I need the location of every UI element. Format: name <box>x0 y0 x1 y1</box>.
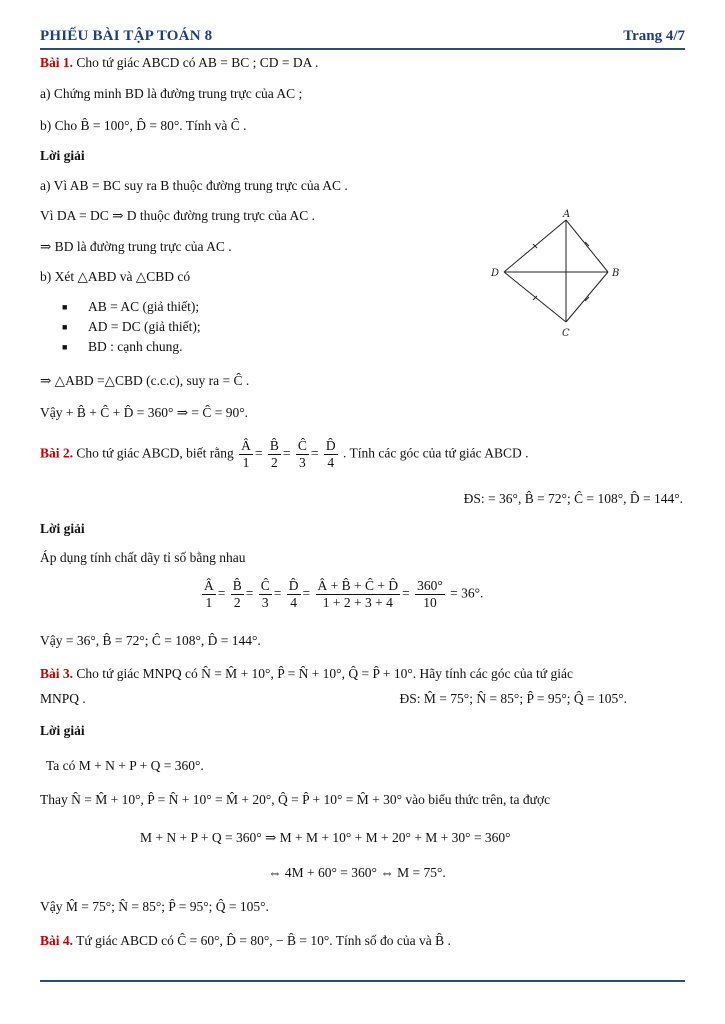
edge-bc <box>566 272 608 322</box>
fraction: $\frac{B̂}{2}$ <box>269 438 279 470</box>
bai2-solution-heading: Lời giải <box>40 521 85 536</box>
vertex-label-d: D <box>491 268 500 279</box>
bai1-text: Cho tứ giác ABCD có AB = BC ; CD = DA . <box>76 55 319 70</box>
bai3-solution-heading: Lời giải <box>40 723 85 738</box>
bai1-statement <box>40 54 318 72</box>
bai3-text-cont: MNPQ . <box>40 691 86 706</box>
bai2-label: Bài 2. <box>40 445 74 461</box>
bai1-step-5: ⇒ △ABD =△CBD (c.c.c), suy ra = Ĉ . <box>40 373 250 388</box>
bai3-step-2: Thay N̂ = M̂ + 10°, P̂ = N̂ + 10° = M̂ + 20°, Q̂ = P̂ + 10° = M̂ + 30° vào biểu thức trên, ta được <box>40 792 551 807</box>
quadrilateral-figure <box>488 208 628 343</box>
bai1-bullet-2: AD = DC (giả thiết); <box>88 319 201 334</box>
bai4-text: Tứ giác ABCD có Ĉ = 60°, D̂ = 80°, − B̂ = 10°. Tính số đo của và B̂ . <box>76 933 451 948</box>
bai2-text-after: . Tính các góc của tứ giác ABCD . <box>342 445 529 461</box>
bai3-text: Cho tứ giác MNPQ có N̂ = M̂ + 10°, P̂ = N̂ + 10°, Q̂ = P̂ + 10°. Hãy tính các góc của tứ giác <box>76 666 573 681</box>
bai3-step-4: ⇔ 4M + 60° = 360° ⇔ M = 75°. <box>268 865 446 880</box>
bai1-label: Bài 1. <box>40 55 74 70</box>
bai2-conclusion: Vậy = 36°, B̂ = 72°; Ĉ = 108°, D̂ = 144°. <box>40 633 261 648</box>
bai3-statement <box>40 665 573 683</box>
worksheet-title: PHIẾU BÀI TẬP TOÁN 8 <box>40 28 213 44</box>
vertex-label-a: A <box>563 209 571 220</box>
bai1-step-4: b) Xét △ABD và △CBD có <box>40 269 191 284</box>
edge-ab <box>566 220 608 272</box>
bai2-text-before: Cho tứ giác ABCD, biết rằng <box>76 445 234 461</box>
bai1-part-b: b) Cho B̂ = 100°, D̂ = 80°. Tính và Ĉ . <box>40 118 247 133</box>
bai2-equation: $\frac{Â}{1}$ = $\frac{B̂}{2}$ = $\frac{Ĉ}{3}$ = $\frac{D̂}{4}$ = $\frac{Â + B̂ + Ĉ + D̂}{1 + 2 + 3 + 4}$ = $\frac{360^\circ}{10}$ = 36°. <box>204 578 484 610</box>
footer-divider <box>40 980 685 982</box>
bullet-marker: ■ <box>62 302 68 312</box>
bai2-statement: Bài 2. Cho tứ giác ABCD, biết rằng $\frac{Â}{1}$ = $\frac{B̂}{2}$ = $\frac{Ĉ}{3}$ = $\frac{D̂}{4}$ . Tính các góc của tứ giác ABCD . <box>40 438 529 470</box>
bai1-part-a: a) Chứng minh BD là đường trung trực của AC ; <box>40 86 303 101</box>
bai3-label: Bài 3. <box>40 666 74 681</box>
bai4-label: Bài 4. <box>40 933 74 948</box>
bai4-statement <box>40 932 451 950</box>
bai1-step-2: Vì DA = DC ⇒ D thuộc đường trung trực của AC . <box>40 208 316 223</box>
bai2-answer: ĐS: = 36°, B̂ = 72°; Ĉ = 108°, D̂ = 144°. <box>463 491 683 506</box>
bai3-conclusion: Vậy M̂ = 75°; N̂ = 85°; P̂ = 95°; Q̂ = 105°. <box>40 899 269 914</box>
fraction: $\frac{Â}{1}$ <box>241 438 251 470</box>
vertex-label-b: B <box>612 268 620 279</box>
bai1-bullet-3: BD : cạnh chung. <box>88 339 183 354</box>
edge-cd <box>504 272 566 322</box>
page-header <box>40 26 685 50</box>
bai3-step-3: M + N + P + Q = 360° ⇒ M + M + 10° + M + 20° + M + 30° = 360° <box>140 830 511 845</box>
fraction: $\frac{D̂}{4}$ <box>325 438 336 470</box>
bai1-step-1: a) Vì AB = BC suy ra B thuộc đường trung trực của AC . <box>40 178 348 193</box>
bai2-intro: Áp dụng tính chất dãy tỉ số bằng nhau <box>40 550 246 565</box>
bai3-answer: ĐS: M̂ = 75°; N̂ = 85°; P̂ = 95°; Q̂ = 105°. <box>399 691 627 706</box>
page-number: Trang 4/7 <box>623 28 685 44</box>
bullet-marker: ■ <box>62 342 68 352</box>
vertex-label-c: C <box>562 328 570 339</box>
bai1-bullet-1: AB = AC (giả thiết); <box>88 299 200 314</box>
fraction: $\frac{Ĉ}{3}$ <box>297 438 307 470</box>
bai1-step-6: Vậy + B̂ + Ĉ + D̂ = 360° ⇒ = Ĉ = 90°. <box>40 405 249 420</box>
bai1-solution-heading: Lời giải <box>40 148 85 163</box>
bai1-step-3: ⇒ BD là đường trung trực của AC . <box>40 239 232 254</box>
bullet-marker: ■ <box>62 322 68 332</box>
bai3-step-1: Ta có M + N + P + Q = 360°. <box>46 758 204 773</box>
